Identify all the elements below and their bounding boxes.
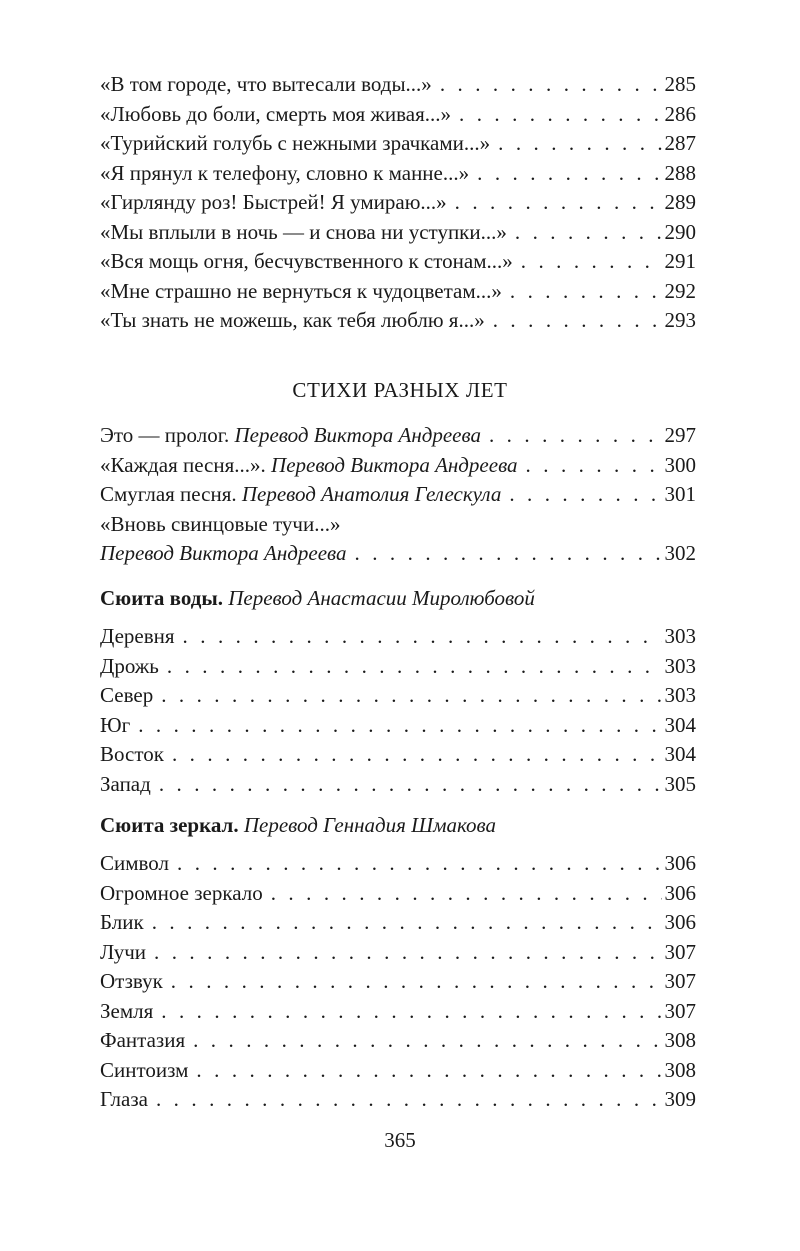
leader-dots <box>196 1056 661 1086</box>
suite-title: Сюита зеркал. <box>100 813 239 837</box>
entry-page: 306 <box>664 910 696 934</box>
leader-dots <box>183 622 662 652</box>
entry-translator: Перевод Виктора Андреева <box>271 452 518 477</box>
entry-title: Запад <box>100 771 151 796</box>
leader-dots <box>477 159 661 189</box>
entry-page: 302 <box>664 541 696 565</box>
entry-title: Юг <box>100 712 131 737</box>
entry-page: 300 <box>664 452 696 477</box>
leader-dots <box>455 188 662 218</box>
entry-translator: Перевод Виктора Андреева <box>100 541 347 565</box>
entry-page: 291 <box>664 249 696 273</box>
toc-entry <box>100 849 696 879</box>
toc-entry <box>100 70 696 100</box>
entry-page: 308 <box>664 1028 696 1052</box>
leader-dots <box>521 247 662 277</box>
entry-title: Глаза <box>100 1087 148 1111</box>
toc-block-suite-water <box>100 583 696 799</box>
entry-page: 304 <box>664 742 696 766</box>
entry-title: Лучи <box>100 939 147 964</box>
leader-dots <box>152 908 662 938</box>
toc-entry <box>100 188 696 218</box>
suite-heading <box>100 810 696 840</box>
entry-page: 306 <box>664 880 696 905</box>
leader-dots <box>440 70 662 100</box>
entry-title: «Вся мощь огня, бесчувственного к стонам...» <box>100 249 513 273</box>
page-number: 365 <box>384 1128 416 1152</box>
entry-title: Огромное зеркало <box>100 880 263 905</box>
entry-page: 303 <box>664 683 696 707</box>
toc-entry <box>100 480 696 510</box>
entry-title: «В том городе, что вытесали воды...» <box>100 72 432 96</box>
entry-page: 306 <box>664 851 696 875</box>
toc-entry <box>100 421 696 451</box>
entry-page: 301 <box>664 482 696 506</box>
entry-title: Деревня <box>100 624 175 648</box>
entry-title: «Ты знать не можешь, как тебя люблю я...» <box>100 308 485 332</box>
entry-title: Земля <box>100 998 154 1023</box>
entry-title: «Мы вплыли в ночь — и снова ни уступки...» <box>100 219 507 244</box>
entry-title-wrap <box>100 480 501 510</box>
entry-translator: Перевод Анатолия Гелескула <box>241 482 502 506</box>
entry-title: Фантазия <box>100 1028 186 1052</box>
leader-dots <box>167 652 662 682</box>
entry-page: 307 <box>664 969 696 993</box>
toc-entry <box>100 159 696 189</box>
entry-title: «Я прянул к телефону, словно к манне...» <box>100 160 470 185</box>
suite-translator: Перевод Анастасии Миролюбовой <box>228 586 535 610</box>
entry-title: «Турийский голубь с нежными зрачками...» <box>100 131 491 155</box>
leader-dots <box>193 1026 661 1056</box>
toc-block-sonnets <box>100 70 696 336</box>
entry-page: 304 <box>664 712 696 737</box>
leader-dots <box>489 421 662 451</box>
toc-entry <box>100 277 696 307</box>
toc-entry <box>100 908 696 938</box>
toc-entry <box>100 247 696 277</box>
entry-page: 305 <box>664 771 696 796</box>
toc-entry <box>100 218 696 248</box>
entry-page: 289 <box>664 190 696 214</box>
toc-entry <box>100 1026 696 1056</box>
leader-dots <box>526 451 662 481</box>
toc-entry <box>100 740 696 770</box>
leader-dots <box>156 1085 662 1115</box>
toc-entry <box>100 711 696 741</box>
leader-dots <box>493 306 662 336</box>
toc-entry <box>100 770 696 800</box>
toc-entry <box>100 997 696 1027</box>
leader-dots <box>161 997 661 1027</box>
section-heading: СТИХИ РАЗНЫХ ЛЕТ <box>292 378 508 402</box>
leader-dots <box>154 938 661 968</box>
entry-title-wrap <box>100 421 481 451</box>
entry-title: «Гирлянду роз! Быстрей! Я умираю...» <box>100 190 447 214</box>
toc-entry <box>100 451 696 481</box>
toc-entry <box>100 100 696 130</box>
toc-entry <box>100 539 696 569</box>
entry-title: Это — пролог. <box>100 423 230 447</box>
leader-dots <box>271 879 662 909</box>
leader-dots <box>171 967 662 997</box>
leader-dots <box>355 539 662 569</box>
toc-entry <box>100 938 696 968</box>
entry-page: 292 <box>664 278 696 303</box>
leader-dots <box>509 480 661 510</box>
toc-entry <box>100 967 696 997</box>
entry-title: Север <box>100 683 154 707</box>
leader-dots <box>138 711 661 741</box>
entry-title: Дрожь <box>100 653 159 678</box>
entry-title: Отзвук <box>100 969 163 993</box>
entry-page: 293 <box>664 308 696 332</box>
entry-page: 297 <box>664 423 696 447</box>
entry-page: 285 <box>664 72 696 96</box>
toc-block-various <box>100 421 696 569</box>
entry-page: 287 <box>664 131 696 155</box>
toc-entry <box>100 622 696 652</box>
toc-entry <box>100 879 696 909</box>
toc-entry <box>100 1056 696 1086</box>
entry-page: 290 <box>664 219 696 244</box>
entry-title: «Любовь до боли, смерть моя живая...» <box>100 101 451 126</box>
toc-entry <box>100 1085 696 1115</box>
toc-entry <box>100 306 696 336</box>
suite-heading <box>100 583 696 613</box>
leader-dots <box>498 129 661 159</box>
entry-title: Восток <box>100 742 164 766</box>
entry-title-wrap <box>100 451 518 481</box>
suite-title: Сюита воды. <box>100 586 223 610</box>
entry-title: Синтоизм <box>100 1057 189 1082</box>
entry-page: 303 <box>664 653 696 678</box>
entry-page: 307 <box>664 939 696 964</box>
leader-dots <box>459 100 662 130</box>
leader-dots <box>515 218 662 248</box>
leader-dots <box>161 681 661 711</box>
entry-translator: Перевод Виктора Андреева <box>234 423 481 447</box>
leader-dots <box>510 277 662 307</box>
entry-page: 288 <box>664 160 696 185</box>
entry-title: «Вновь свинцовые тучи...» <box>100 511 341 536</box>
entry-title: Блик <box>100 910 144 934</box>
entry-title: «Мне страшно не вернуться к чудоцветам...» <box>100 278 502 303</box>
entry-page: 307 <box>664 998 696 1023</box>
entry-page: 309 <box>664 1087 696 1111</box>
entry-page: 286 <box>664 101 696 126</box>
entry-title: Символ <box>100 851 170 875</box>
suite-translator: Перевод Геннадия Шмакова <box>243 813 496 837</box>
leader-dots <box>172 740 662 770</box>
toc-block-suite-mirrors <box>100 810 696 1115</box>
leader-dots <box>177 849 661 879</box>
entry-title-wrap <box>100 539 347 569</box>
toc-entry <box>100 129 696 159</box>
leader-dots <box>159 770 662 800</box>
toc-entry <box>100 652 696 682</box>
entry-page: 308 <box>664 1057 696 1082</box>
entry-title: «Каждая песня...». <box>100 452 266 477</box>
entry-title: Смуглая песня. <box>100 482 237 506</box>
entry-page: 303 <box>664 624 696 648</box>
toc-entry <box>100 681 696 711</box>
